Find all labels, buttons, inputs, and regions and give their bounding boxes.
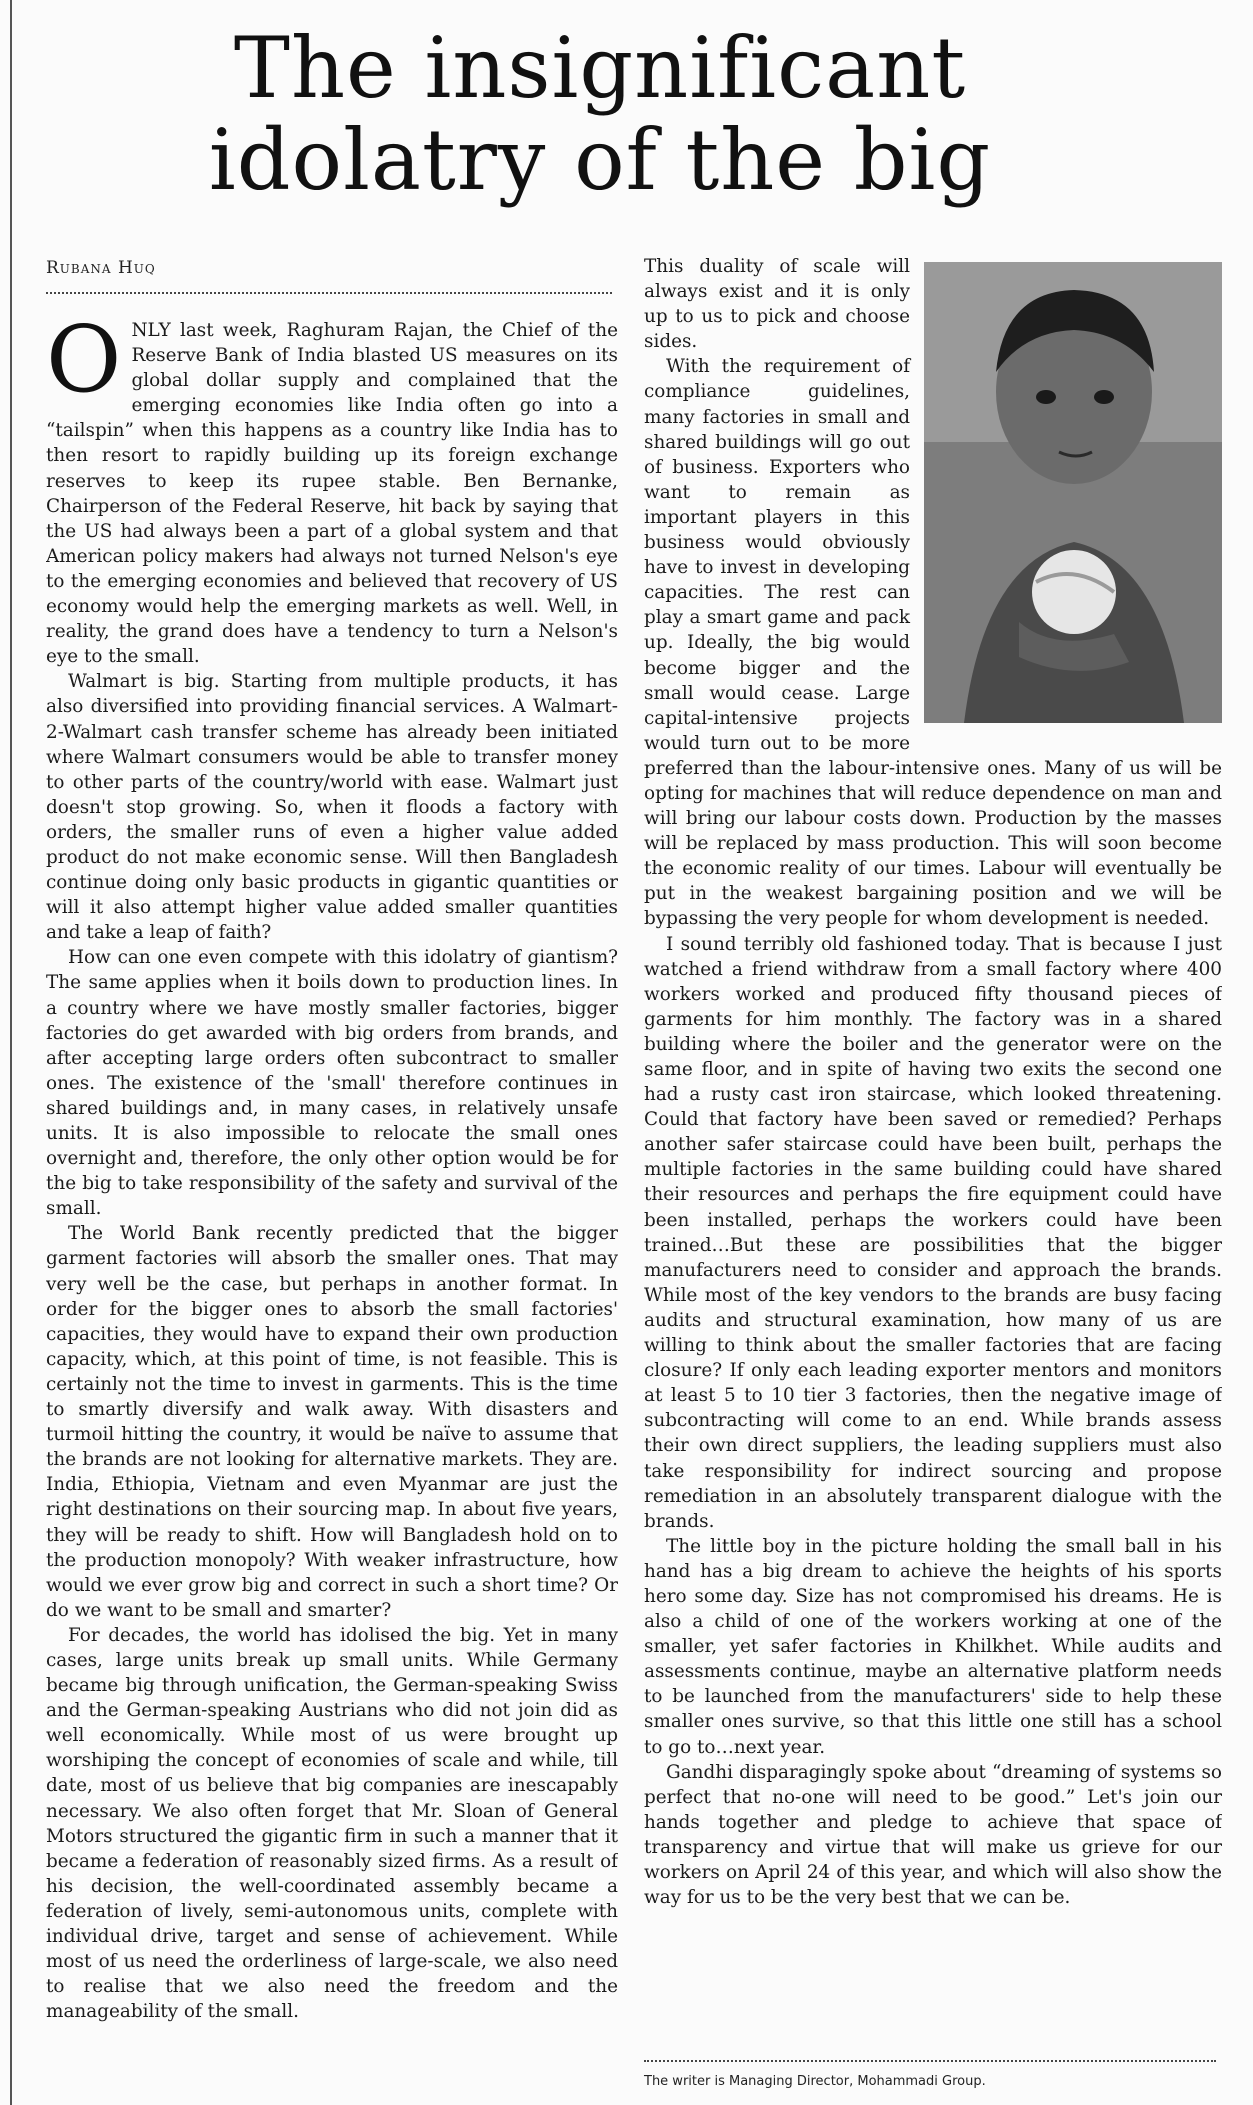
author-note: The writer is Managing Director, Mohammadi Group. [644,2074,986,2089]
left-column-rule [10,0,12,2105]
paragraph: How can one even compete with this idolatry of giantism? The same applies when it boils down to production lines. In a country where we have mostly smaller factories, bigger factories do get awarded with big orders from brands, and after accepting large orders often subcontract to smaller ones. The existence of the 'small' therefore continues in shared buildings and, in many cases, in relatively unsafe units. It is also impossible to relocate the small ones overnight and, therefore, the only other option would be for the big to take responsibility of the safety and survival of the small. [46,947,618,1220]
byline-divider [46,292,612,294]
paragraph: For decades, the world has idolised the big. Yet in many cases, large units break up small units. While Germany became big through unification, the German-speaking Swiss and the German-speaking Austrians who did not join did as well economically. While most of us were brought up worshiping the concept of economies of scale and while, till date, most of us believe that big companies are inescapably necessary. We also often forget that Mr. Sloan of General Motors structured the gigantic firm in such a manner that it became a federation of reasonably sized firms. As a result of his decision, the well-coordinated assembly became a federation of lively, semi-autonomous units, complete with individual drive, target and sense of achievement. While most of us need the orderliness of large-scale, we also need to realise that we also need the freedom and the manageability of the small. [46,1624,618,2023]
photo-illustration [924,262,1222,723]
paragraph: ONLY last week, Raghuram Rajan, the Chief of the Reserve Bank of India blasted US measures on its global dollar supply and complained that the emerging economies like India often go into a “tailspin” when this happens as a country like India has to then resort to rapidly building up its foreign exchange reserves to keep its rupee stable. Ben Bernanke, Chairperson of the Federal Reserve, hit back by saying that the US had always been a part of a global system and that American policy makers had always not turned Nelson's eye to the emerging economies and believed that recovery of US economy would help the emerging markets as well. Well, in reality, the grand does have a tendency to turn a Nelson's eye to the small. [46,318,618,668]
column-right [644,254,1222,2059]
paragraph: I sound terribly old fashioned today. That is because I just watched a friend withdraw from a small factory where 400 workers worked and produced fifty thousand pieces of garments for him monthly. The factory was in a shared building where the boiler and the generator were on the same floor, and in spite of having two exits the second one had a rusty cast iron staircase, which looked threatening. Could that factory have been saved or remedied? Perhaps another safer staircase could have been built, perhaps the multiple factories in the same building could have shared their resources and perhaps the fire equipment could have been installed, perhaps the workers could have been trained…But these are possibilities that the bigger manufacturers need to consider and approach the brands. While most of the key vendors to the brands are busy facing audits and structural examination, how many of us are willing to think about the smaller factories that are facing closure? If only each leading exporter mentors and monitors at least 5 to 10 tier 3 factories, then the negative image of subcontracting will come to an end. While brands assess their own direct suppliers, the leading suppliers must also take responsibility for indirect sourcing and propose remediation in an absolutely transparent dialogue with the brands. [644,933,1222,1532]
headline: The insignificant idolatry of the big [208,19,992,209]
drop-cap: O [46,318,122,413]
footer-divider [644,2060,1216,2062]
paragraph: With the requirement of compliance guidelines, many factories in small and shared buildings will go out of business. Exporters who want to remain as important players in this business would obviously have to invest in developing capacities. The rest can play a smart game and pack up. Ideally, the big would become bigger and the small would cease. Large capital-intensive projects would turn out to be more preferred than the labour-intensive ones. Many of us will be opting for machines that will reduce dependence on man and will bring our labour costs down. Production by the masses will be replaced by mass production. This will soon become the economic reality of our times. Labour will eventually be put in the weakest bargaining position and we will be bypassing the very people for whom development is needed. [644,356,1222,930]
byline: Rubana Huq [46,258,156,278]
paragraph: The World Bank recently predicted that the bigger garment factories will absorb the smaller ones. That may very well be the case, but perhaps in another format. In order for the bigger ones to absorb the small factories' capacities, they would have to expand their own production capacity, which, at this point of time, is not feasible. This is certainly not the time to invest in garments. This is the time to smartly diversify and walk away. With disasters and turmoil hitting the country, it would be naïve to assume that the brands are not looking for alternative markets. They are. India, Ethiopia, Vietnam and even Myanmar are just the right destinations on their sourcing map. In about five years, they will be ready to shift. How will Bangladesh hold on to the production monopoly? With weaker infrastructure, how would we ever grow big and correct in such a short time? Or do we want to be small and smarter? [46,1223,618,1621]
paragraph: The little boy in the picture holding the small ball in his hand has a big dream to achieve the heights of his sports hero some day. Size has not compromised his dreams. He is also a child of one of the workers working at one of the smaller, yet safer factories in Khilkhet. While audits and assessments continue, maybe an alternative platform needs to be launched from the manufacturers' side to help these smaller ones survive, so that this little one still has a school to go to…next year. [644,1535,1222,1758]
paragraph: Walmart is big. Starting from multiple products, it has also diversified into providing financial services. A Walmart-2-Walmart cash transfer scheme has already been initiated where Walmart consumers would be able to transfer money to other parts of the country/world with ease. Walmart just doesn't stop growing. So, when it floods a factory with orders, the smaller runs of even a higher value added product do not make economic sense. Will then Bangladesh continue doing only basic products in gigantic quantities or will it also attempt higher value added smaller quantities and take a leap of faith? [46,671,618,944]
paragraph: Gandhi disparagingly spoke about “dreaming of systems so perfect that no-one will need to be good.” Let's join our hands together and pledge to achieve that space of transparency and virtue that will make us grieve for our workers on April 24 of this year, and which will also show the way for us to be the very best that we can be. [644,1761,1222,1909]
column-left [46,318,618,2088]
paragraph: This duality of scale will always exist and it is only up to us to pick and choose sides. [644,256,910,353]
photo-boy-with-ball [924,262,1222,723]
